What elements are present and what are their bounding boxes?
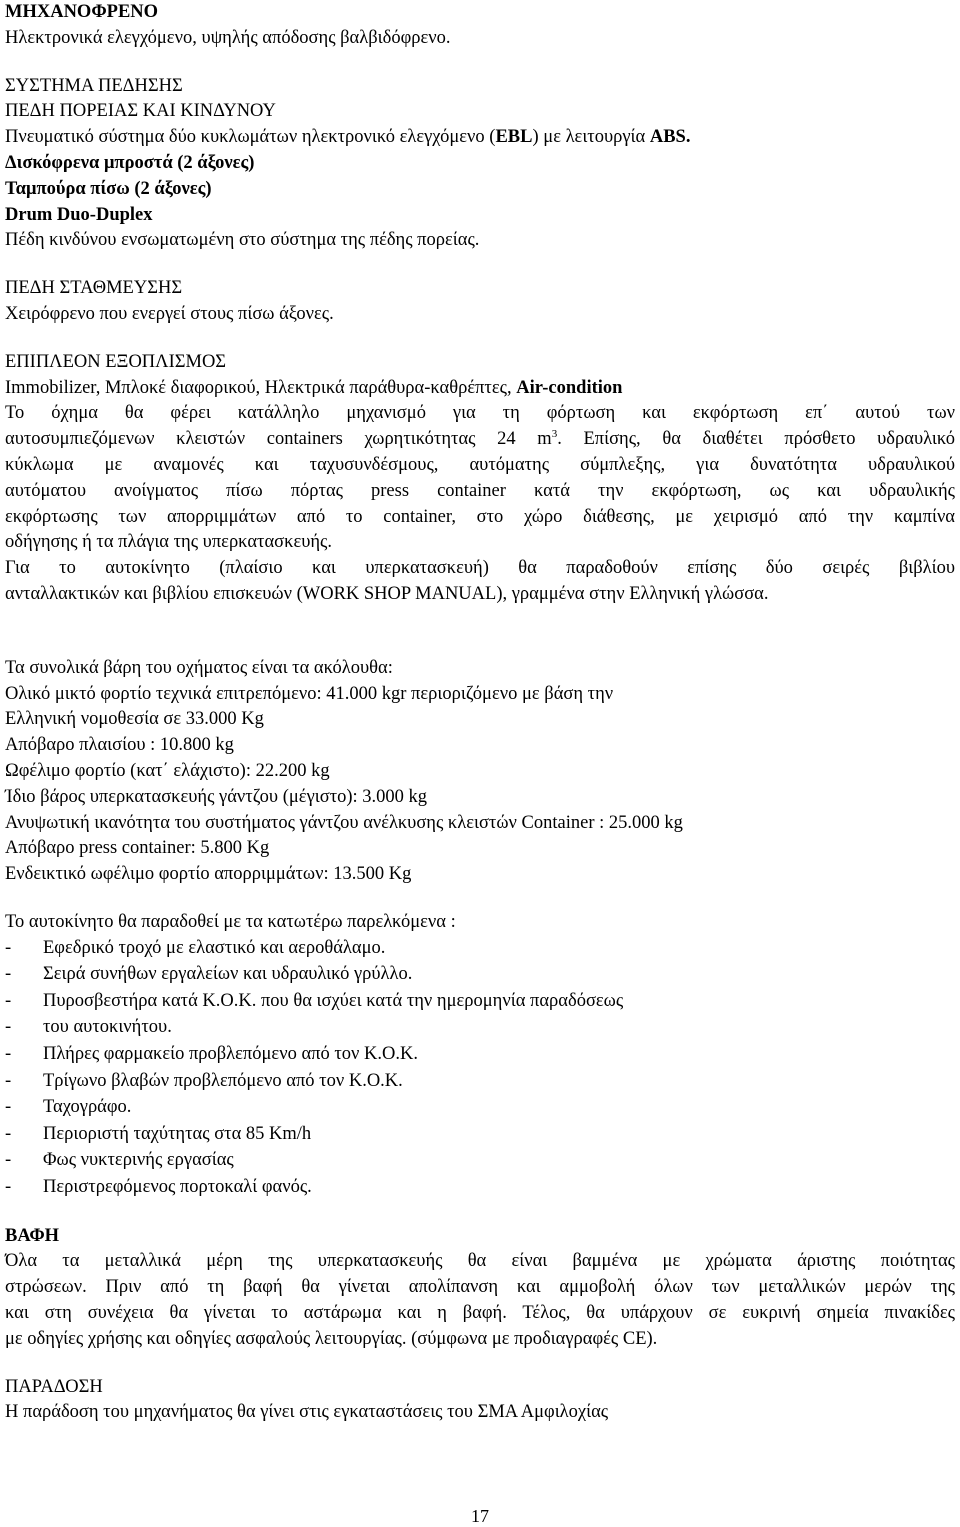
accessories-list — [5, 936, 955, 1202]
weights-line-1: Ολικό μικτό φορτίο τεχνικά επιτρεπόμενο: 41.000 kgr περιοριζόμενο με βάση την — [5, 683, 614, 704]
equipment-line-4: κύκλωμα με αναμονές και ταχυσυνδέσμους, αυτόματης σύμπλεξης, για δυνατότητα υδραυλικού — [5, 454, 955, 475]
list-item: - του αυτοκινήτου. — [5, 1017, 172, 1038]
brakes-line-3: Ταμπούρα πίσω (2 άξονες) — [5, 178, 212, 199]
equipment-line-5: αυτόματου ανοίγματος πίσω πόρτας press container κατά την εκφόρτωση, ως και υδραυλικής — [5, 480, 955, 501]
list-item: - Σειρά συνήθων εργαλείων και υδραυλικό γρύλλο. — [5, 964, 413, 985]
equipment-line-1: Immobilizer, Μπλοκέ διαφορικού, Ηλεκτρικά παράθυρα-καθρέπτες, Air-condition — [5, 377, 623, 398]
paint-line-3: και στη συνέχεια θα γίνεται το αστάρωμα και η βαφή. Τέλος, θα υπάρχουν σε ευκρινή σημεία πινακίδες — [5, 1303, 955, 1324]
list-item: - Ταχογράφο. — [5, 1097, 132, 1118]
equipment-heading: ΕΠΙΠΛΕΟΝ ΕΞΟΠΛΙΣΜΟΣ — [5, 351, 227, 372]
weights-line-3: Απόβαρο πλαισίου : 10.800 kg — [5, 735, 234, 756]
paint-line-4: με οδηγίες χρήσης και οδηγίες ασφαλούς λειτουργίας. (σύμφωνα με προδιαγραφές CE). — [5, 1328, 658, 1349]
list-item: - Φως νυκτερινής εργασίας — [5, 1150, 234, 1171]
service-brake-heading: ΠΕΔΗ ΠΟΡΕΙΑΣ ΚΑΙ ΚΙΝΔΥΝΟΥ — [5, 101, 276, 122]
weights-line-4: Ωφέλιμο φορτίο (κατ΄ ελάχιστο): 22.200 kg — [5, 760, 330, 781]
mechanofreno-heading: ΜΗΧΑΝΟΦΡΕΝΟ — [5, 2, 159, 22]
page-number: 17 — [471, 1506, 489, 1526]
weights-intro: Τα συνολικά βάρη του οχήματος είναι τα ακόλουθα: — [5, 657, 393, 678]
list-item: - Περιστρεφόμενος πορτοκαλί φανός. — [5, 1177, 312, 1198]
brakes-line-1: Πνευματικό σύστημα δύο κυκλωμάτων ηλεκτρονικό ελεγχόμενο (EBL) με λειτουργία ABS. — [5, 127, 691, 148]
weights-line-6: Ανυψωτική ικανότητα του συστήματος γάντζου ανέλκυσης κλειστών Container : 25.000 kg — [5, 812, 683, 833]
accessories-intro: Το αυτοκίνητο θα παραδοθεί με τα κατωτέρω παρελκόμενα : — [5, 911, 456, 932]
list-item: - Πλήρες φαρμακείο προβλεπόμενο από τον Κ.Ο.Κ. — [5, 1044, 418, 1065]
paint-line-2: στρώσεων. Πριν από τη βαφή θα γίνεται απολίπανση και αμμοβολή όλων των μεταλλικών μερών της — [5, 1277, 955, 1298]
list-item: - Εφεδρικό τροχό με ελαστικό και αεροθάλαμο. — [5, 937, 386, 958]
weights-line-5: Ίδιο βάρος υπερκατασκευής γάντζου (μέγιστο): 3.000 kg — [5, 786, 428, 807]
parking-heading: ΠΕΔΗ ΣΤΑΘΜΕΥΣΗΣ — [5, 278, 183, 299]
brakes-line-4: Drum Duo-Duplex — [5, 204, 153, 225]
list-item: - Πυροσβεστήρα κατά Κ.Ο.Κ. που θα ισχύει κατά την ημερομηνία παραδόσεως — [5, 990, 624, 1011]
mechanofreno-text: Ηλεκτρονικά ελεγχόμενο, υψηλής απόδοσης βαλβιδόφρενο. — [5, 27, 451, 48]
weights-line-8: Ενδεικτικό ωφέλιμο φορτίο απορριμμάτων: 13.500 Kg — [5, 864, 412, 885]
equipment-line-3: αυτοσυμπιεζόμενων κλειστών containers χωρητικότητας 24 $m^3$. Επίσης, θα διαθέτει πρόσθετο υδραυλικό — [5, 428, 955, 450]
brakes-line-5: Πέδη κινδύνου ενσωματωμένη στο σύστημα της πέδης πορείας. — [5, 230, 480, 251]
equipment-line-9: ανταλλακτικών και βιβλίου επισκευών (WORK SHOP MANUAL), γραμμένα στην Ελληνική γλώσσα. — [5, 583, 769, 604]
equipment-line-6: εκφόρτωσης των απορριμμάτων από το container, στο χώρο διάθεσης, με χειρισμό από την καμπίνα — [5, 506, 955, 527]
list-item: - Περιοριστή ταχύτητας στα 85 Km/h — [5, 1123, 312, 1144]
paint-line-1: Όλα τα μεταλλικά μέρη της υπερκατασκευής θα είναι βαμμένα με χρώματα άριστης ποιότητας — [5, 1251, 955, 1272]
paint-heading: ΒΑΦΗ — [5, 1225, 60, 1246]
brakes-line-2: Δισκόφρενα μπροστά (2 άξονες) — [5, 152, 255, 173]
brakes-heading: ΣΥΣΤΗΜΑ ΠΕΔΗΣΗΣ — [5, 75, 183, 96]
delivery-heading: ΠΑΡΑΔΟΣΗ — [5, 1376, 103, 1397]
weights-line-7: Απόβαρο press container: 5.800 Kg — [5, 838, 270, 859]
document-page — [5, 0, 955, 1426]
equipment-line-2: Το όχημα θα φέρει κατάλληλο μηχανισμό για τη φόρτωση και εκφόρτωση επ΄ αυτού των — [5, 403, 955, 424]
weights-line-2: Ελληνική νομοθεσία σε 33.000 Kg — [5, 709, 264, 730]
list-item: - Τρίγωνο βλαβών προβλεπόμενο από τον Κ.Ο.Κ. — [5, 1070, 403, 1091]
equipment-line-7: οδήγησης ή τα πλάγια της υπερκατασκευής. — [5, 532, 333, 553]
parking-text: Χειρόφρενο που ενεργεί στους πίσω άξονες. — [5, 303, 334, 324]
delivery-text: Η παράδοση του μηχανήματος θα γίνει στις εγκαταστάσεις του ΣΜΑ Αμφιλοχίας — [5, 1402, 609, 1423]
equipment-line-8: Για το αυτοκίνητο (πλαίσιο και υπερκατασκευή) θα παραδοθούν επίσης δύο σειρές βιβλίου — [5, 558, 955, 579]
